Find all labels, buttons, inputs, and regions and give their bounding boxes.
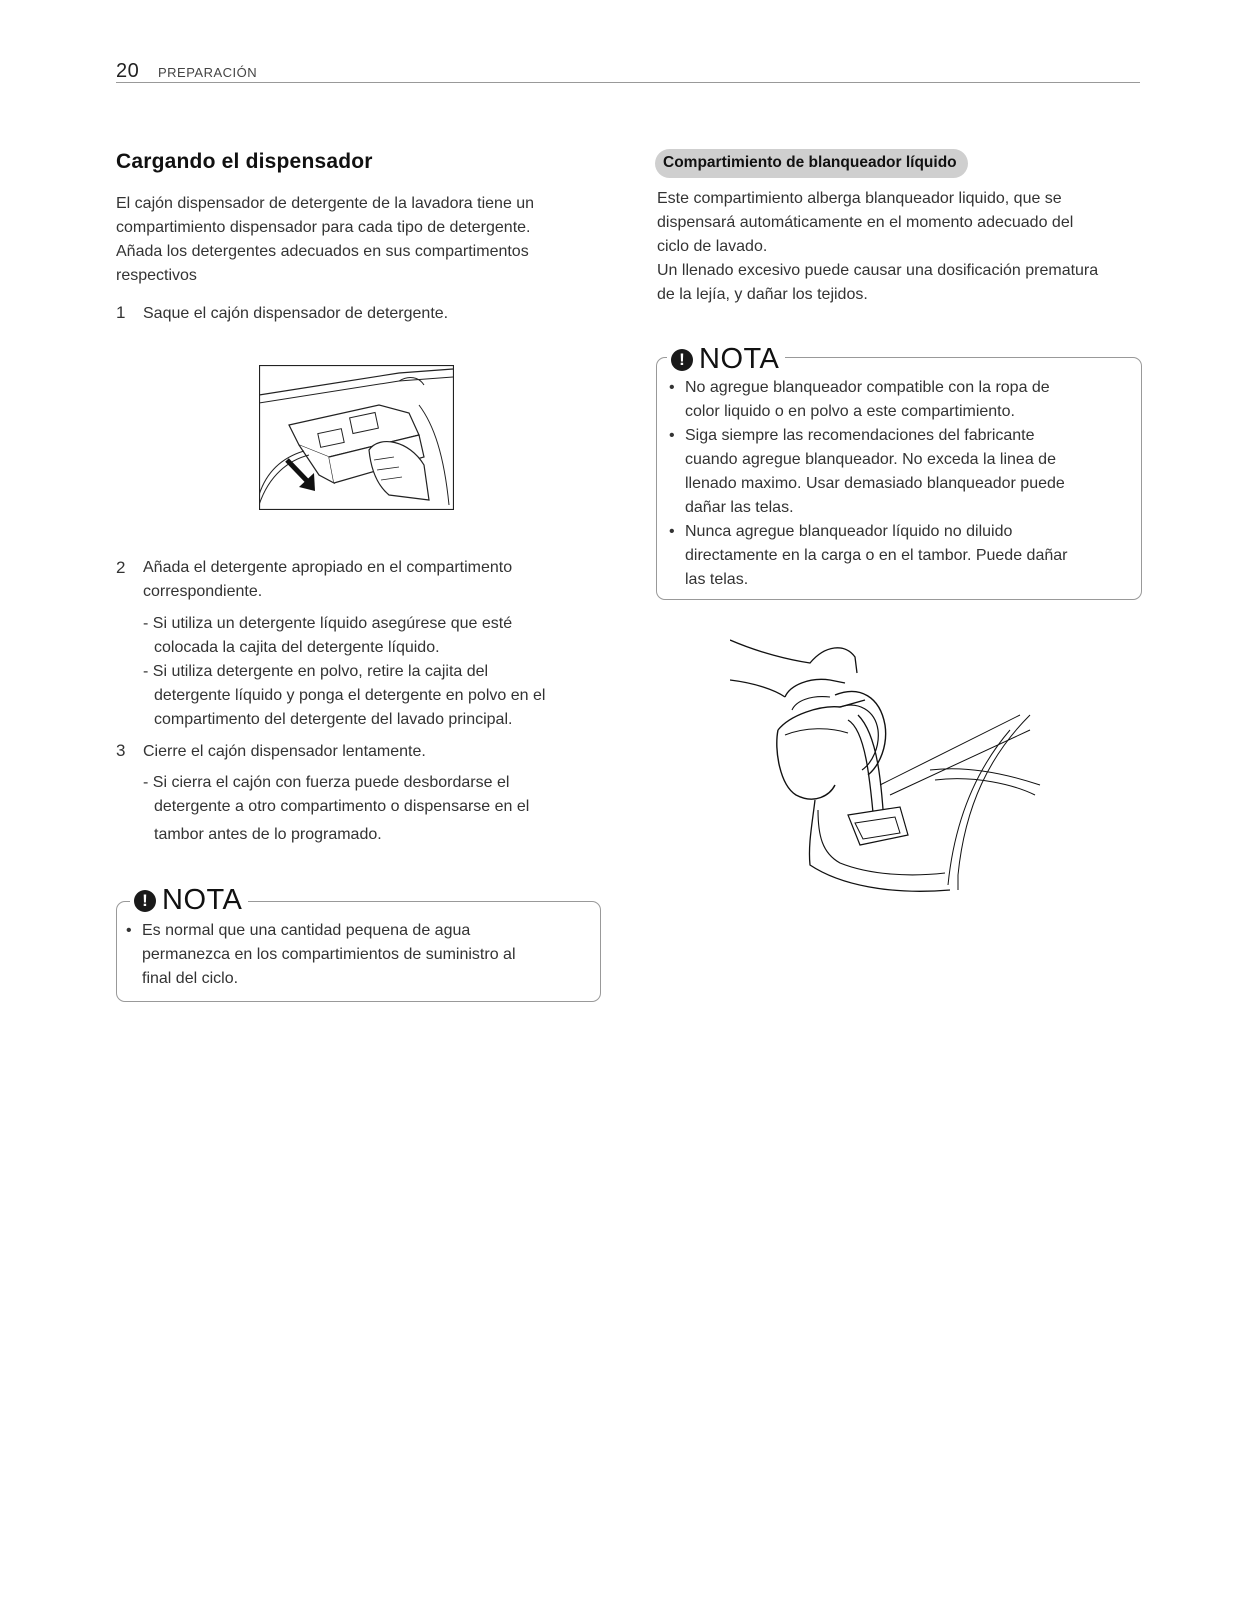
text-line: detergente a otro compartimento o dispensarse en el [154, 798, 530, 815]
sub-item [143, 660, 613, 732]
note-header [130, 886, 248, 915]
text-line: llenado maximo. Usar demasiado blanqueador puede [685, 475, 1065, 492]
note-title: NOTA [699, 343, 780, 375]
note-title: NOTA [162, 884, 243, 916]
text-line: dañar las telas. [685, 499, 794, 516]
text-line: permanezca en los compartimientos de suministro al [142, 946, 516, 963]
drawer-pull-icon [259, 365, 454, 510]
text-line: directamente en la carga o en el tambor. Puede dañar [685, 547, 1068, 564]
text-line: Añada los detergentes adecuados en sus compartimentos [116, 243, 529, 260]
subsection-title: Compartimiento de blanqueador líquido [655, 149, 968, 178]
exclamation-circle-icon: ! [671, 349, 693, 371]
text-line: El cajón dispensador de detergente de la lavadora tiene un [116, 195, 535, 212]
step-text: Cierre el cajón dispensador lentamente. [143, 743, 426, 760]
text-line: color liquido o en polvo a este compartimiento. [685, 403, 1015, 420]
text-line: compartimento del detergente del lavado principal. [154, 711, 513, 728]
text-line: dispensará automáticamente en el momento adecuado del [657, 214, 1074, 231]
drawer-illustration [259, 365, 454, 510]
text-line: final del ciclo. [142, 970, 239, 987]
text-line: - Si utiliza detergente en polvo, retire la cajita del [143, 663, 489, 680]
text-line: • Siga siempre las recomendaciones del fabricante [685, 427, 1035, 444]
header-divider [116, 82, 1140, 83]
text-line: las telas. [685, 571, 749, 588]
note-header [667, 345, 785, 374]
text-line: correspondiente. [143, 583, 263, 600]
text-line: colocada la cajita del detergente líquido. [154, 639, 440, 656]
step-text: Saque el cajón dispensador de detergente. [143, 305, 449, 322]
text-line: compartimiento dispensador para cada tipo de detergente. [116, 219, 531, 236]
note-item [667, 424, 1137, 520]
bleach-description [657, 187, 1152, 307]
text-line: Este compartimiento alberga blanqueador liquido, que se [657, 190, 1062, 207]
text-line: - Si utiliza un detergente líquido asegúrese que esté [143, 615, 513, 632]
note-list [667, 376, 1137, 592]
note-item [667, 520, 1137, 592]
text-line: respectivos [116, 267, 197, 284]
step-number: 2 [116, 558, 126, 577]
pouring-illustration [730, 635, 1070, 910]
pouring-bleach-icon [730, 635, 1070, 910]
sub-item [143, 612, 613, 660]
note-item [124, 919, 594, 991]
step-text [143, 556, 603, 604]
intro-paragraph [116, 192, 596, 288]
text-line: ciclo de lavado. [657, 238, 768, 255]
text-line: tambor antes de lo programado. [154, 826, 382, 843]
step-sub-list [143, 771, 613, 847]
text-line: cuando agregue blanqueador. No exceda la linea de [685, 451, 1056, 468]
text-line: detergente líquido y ponga el detergente en polvo en el [154, 687, 546, 704]
step-sub-list [143, 612, 613, 732]
text-line: • Nunca agregue blanqueador líquido no diluido [685, 523, 1013, 540]
text-line: • No agregue blanqueador compatible con la ropa de [685, 379, 1050, 396]
text-line: • Es normal que una cantidad pequena de agua [142, 922, 471, 939]
text-line: - Si cierra el cajón con fuerza puede desbordarse el [143, 774, 510, 791]
text-line: Un llenado excesivo puede causar una dosificación prematura [657, 262, 1099, 279]
step-number: 3 [116, 741, 126, 760]
exclamation-circle-icon: ! [134, 890, 156, 912]
section-title: PREPARACIÓN [158, 65, 258, 80]
page-number: 20 [116, 60, 140, 82]
note-item [667, 376, 1137, 424]
text-line: de la lejía, y dañar los tejidos. [657, 286, 868, 303]
note-list [124, 919, 594, 991]
text-line: Añada el detergente apropiado en el compartimento [143, 559, 513, 576]
step-number: 1 [116, 303, 126, 322]
page-title: Cargando el dispensador [116, 150, 373, 173]
